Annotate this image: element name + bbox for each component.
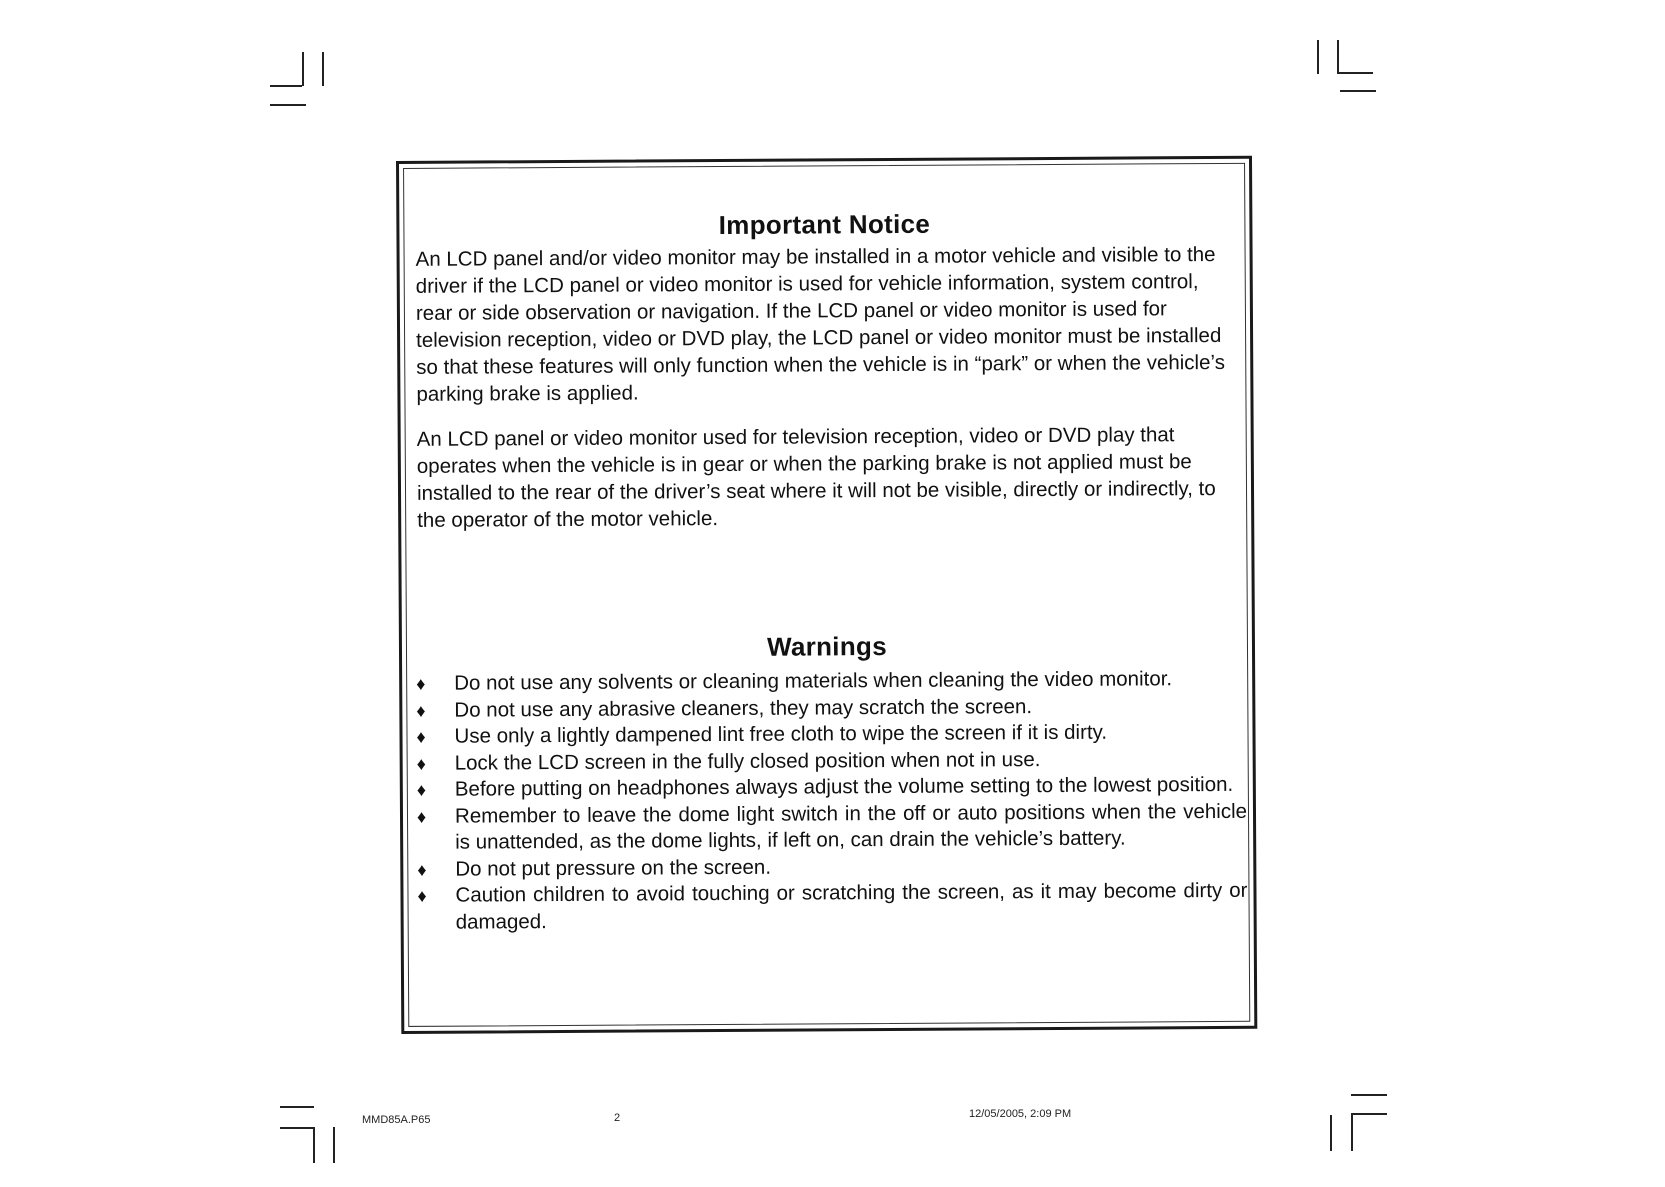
diamond-bullet-icon: ♦ — [416, 700, 426, 721]
diamond-bullet-icon: ♦ — [416, 673, 426, 694]
warning-item — [416, 666, 1246, 698]
diamond-bullet-icon: ♦ — [417, 859, 427, 880]
crop-mark-bottom-left-v1 — [313, 1127, 315, 1163]
crop-mark-bottom-right-v2 — [1351, 1113, 1353, 1151]
warning-text: Remember to leave the dome light switch in the off or auto positions when the vehicle is unattended, as the dome lights, if left on, can drain the vehicle’s battery. — [454, 799, 1248, 854]
warning-text: Before putting on headphones always adjust the volume setting to the lowest position. — [454, 772, 1234, 801]
diamond-bullet-icon: ♦ — [417, 885, 427, 906]
warnings-title: Warnings — [766, 631, 888, 662]
crop-mark-top-right-h — [1337, 72, 1373, 74]
notice-title: Important Notice — [718, 208, 931, 241]
warning-text: Do not put pressure on the screen. — [455, 855, 772, 881]
warning-item — [416, 692, 1246, 724]
crop-mark-bottom-right-h2 — [1351, 1094, 1387, 1096]
warning-item — [417, 878, 1247, 936]
notice-box — [396, 156, 1257, 1034]
crop-mark-top-left-v2 — [322, 52, 324, 86]
diamond-bullet-icon: ♦ — [416, 779, 427, 800]
notice-paragraph-1: An LCD panel and/or video monitor may be installed in a motor vehicle and visible to the driver if the LCD panel or video monitor is used for vehicle information, system control, rear or side observation or navigation. If the LCD panel or video monitor is used for television reception, video or DVD play, the LCD panel or video monitor must be installed so that these features will only function when the vehicle is in “park” or when the vehicle’s parking brake is applied. — [415, 242, 1225, 406]
crop-mark-bottom-left-h — [280, 1127, 314, 1129]
crop-mark-bottom-right-h — [1351, 1113, 1387, 1115]
warning-text: Lock the LCD screen in the fully closed position when not in use. — [454, 747, 1041, 775]
footer-timestamp: 12/05/2005, 2:09 PM — [969, 1108, 1072, 1120]
crop-mark-top-right-v1 — [1317, 40, 1319, 74]
footer-page-number: 2 — [614, 1112, 621, 1124]
diamond-bullet-icon: ♦ — [416, 753, 426, 774]
warning-item — [416, 719, 1246, 751]
warning-item — [417, 851, 1247, 883]
warning-text: Do not use any abrasive cleaners, they may scratch the screen. — [454, 694, 1033, 722]
crop-mark-bottom-left-v2 — [333, 1127, 335, 1163]
warning-text: Use only a lightly dampened lint free cloth to wipe the screen if it is dirty. — [454, 720, 1108, 748]
warning-item — [417, 745, 1247, 777]
warning-item — [417, 772, 1247, 804]
warning-text: Caution children to avoid touching or scratching the screen, as it may become dirty or damaged. — [455, 878, 1248, 934]
warning-text: Do not use any solvents or cleaning materials when cleaning the video monitor. — [454, 667, 1173, 695]
warnings-list — [416, 666, 1248, 936]
crop-mark-top-right-h2 — [1340, 90, 1376, 92]
crop-mark-bottom-right-v1 — [1330, 1115, 1332, 1151]
diamond-bullet-icon: ♦ — [416, 726, 426, 747]
crop-mark-top-right-v2 — [1337, 40, 1339, 74]
warning-item — [417, 798, 1247, 856]
footer-filename: MMD85A.P65 — [362, 1114, 431, 1126]
crop-mark-bottom-left-h2 — [280, 1106, 314, 1108]
crop-mark-top-left-h — [270, 85, 302, 87]
crop-mark-top-left-v1 — [302, 52, 304, 86]
crop-mark-top-left-h2 — [270, 104, 306, 106]
diamond-bullet-icon: ♦ — [416, 806, 427, 827]
notice-paragraph-2: An LCD panel or video monitor used for television reception, video or DVD play that operates when the vehicle is in gear or when the parking brake is not applied must be installed to the rear of the driver’s seat where it will not be visible, directly or indirectly, to the operator of the motor vehicle. — [416, 423, 1216, 532]
